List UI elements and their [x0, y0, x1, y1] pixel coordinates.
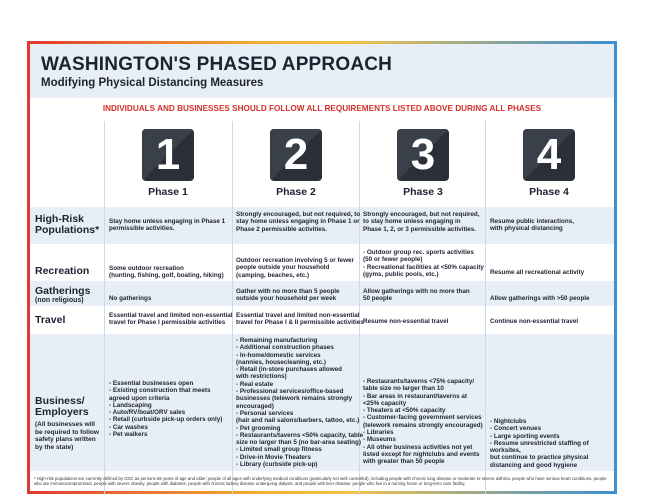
requirements-banner: INDIVIDUALS AND BUSINESSES SHOULD FOLLOW ALL REQUIREMENTS LISTED ABOVE DURING ALL PHASES: [102, 104, 542, 113]
recreation-phase-2: Outdoor recreation involving 5 or fewer people outside your household (camping, beaches, etc.): [236, 257, 354, 279]
page-subtitle: Modifying Physical Distancing Measures: [41, 77, 264, 89]
travel-phase-2: Essential travel and limited non-essential travel for Phase I & II permissible activities: [236, 312, 364, 327]
phase-label: Phase 2: [276, 186, 316, 198]
gatherings-phase-2: Gather with no more than 5 people outside your household per week: [236, 288, 340, 303]
document-frame: [27, 41, 617, 494]
phase-number: 2: [283, 130, 309, 179]
page-title: WASHINGTON'S PHASED APPROACH: [41, 54, 393, 75]
gatherings-phase-4: Allow gatherings with >50 people: [490, 295, 590, 302]
recreation-phase-1: Some outdoor recreation (hunting, fishing, golf, boating, hiking): [109, 265, 224, 280]
footnote: * High-risk populations are currently defined by CDC as persons 65 years of age and older; people of all ages with underlying medical conditions (particularly not well controlled), including people with chronic lung disease or moderate to severe asthma, people who have serious heart conditions, people who are immunocompromised, people with severe obesity, people with diabetes, people with chronic kidney disease undergoing dialysis, and people with liver disease; people who live in a nursing home or long-term care facility.: [34, 476, 607, 487]
business-phase-3: - Restaurants/taverns <75% capacity/ table size no larger than 10 - Bar areas in restaurant/taverns at <25% capacity - Theaters at <50% capacity - Customer-facing government services (telework remains strongly encouraged) - Libraries - Museums - All other business activities not yet listed except for nightclubs and events with greater than 50 people: [363, 378, 483, 466]
recreation-phase-4: Resume all recreational activity: [490, 269, 585, 276]
phase-header-4: [486, 121, 612, 207]
header: [30, 44, 614, 98]
phase-header-2: [233, 121, 359, 207]
phase-label: Phase 1: [148, 186, 188, 198]
phase-2-number-badge: [270, 129, 322, 181]
phase-3-number-badge: [397, 129, 449, 181]
row-label-recreation: Recreation: [35, 265, 90, 277]
high-risk-phase-4: Resume public interactions, with physical distancing: [490, 218, 574, 233]
business-phase-2: - Remaining manufacturing - Additional construction phases - In-home/domestic services (nannies, housecleaning, etc.) - Retail (in-store purchases allowed with restrictions) - Real estate - Professional services/office-based businesses (telework remains strongly encouraged) - Personal services (hair and nail salons/barbers, tattoo, etc.) - Pet grooming - Restaurants/taverns <50% capacity, table size no larger than 5 (no bar-area seating) - Limited small group fitness - Drive-in Movie Theaters - Library (curbside pick-up): [236, 337, 364, 469]
recreation-phase-3: - Outdoor group rec. sports activities (50 or fewer people) - Recreational facilities at <50% capacity (gyms, public pools, etc.): [363, 249, 484, 278]
row-label-travel: Travel: [35, 314, 66, 326]
row-label-gatherings: [35, 286, 90, 305]
phase-number: 1: [155, 130, 181, 179]
phase-number: 3: [410, 130, 436, 179]
gatherings-phase-1: No gatherings: [109, 295, 152, 302]
row-label-high-risk: High-Risk Populations*: [35, 213, 100, 236]
business-label: Business/ Employers: [35, 395, 89, 418]
business-sublabel: (All businesses will be required to follow safety plans written by the state): [35, 421, 99, 451]
phase-label: Phase 3: [403, 186, 443, 198]
business-phase-1: - Essential businesses open - Existing construction that meets agreed upon criteria - Landscaping - Auto/RV/boat/ORV sales - Retail (curbside pick-up orders only) - Car washes - Pet walkers: [109, 380, 223, 439]
high-risk-phase-3: Strongly encouraged, but not required, to stay home unless engaging in Phase 1, 2, or 3 permissible activities.: [363, 211, 480, 233]
gatherings-phase-3: Allow gatherings with no more than 50 people: [363, 288, 470, 303]
phase-header-3: [360, 121, 486, 207]
phase-number: 4: [536, 130, 562, 179]
row-label-business: [35, 396, 101, 451]
gatherings-label: Gatherings: [35, 285, 91, 297]
travel-phase-4: Continue non-essential travel: [490, 318, 579, 325]
phase-label: Phase 4: [529, 186, 569, 198]
high-risk-phase-1: Stay home unless engaging in Phase 1 permissible activities.: [109, 218, 226, 233]
phase-1-number-badge: [142, 129, 194, 181]
gatherings-sublabel: (non religious): [35, 297, 84, 304]
phase-header-1: [105, 121, 231, 207]
travel-phase-1: Essential travel and limited non-essential travel for Phase I permissible activities: [109, 312, 233, 327]
travel-phase-3: Resume non-essential travel: [363, 318, 449, 325]
phase-4-number-badge: [523, 129, 575, 181]
high-risk-phase-2: Strongly encouraged, but not required, to stay home unless engaging in Phase 1 or Phase 2 permissible activities.: [236, 211, 361, 233]
business-phase-4: - Nightclubs - Concert venues - Large sporting events - Resume unrestricted staffing of worksites, but continue to practice physical distancing and good hygiene: [490, 418, 589, 469]
